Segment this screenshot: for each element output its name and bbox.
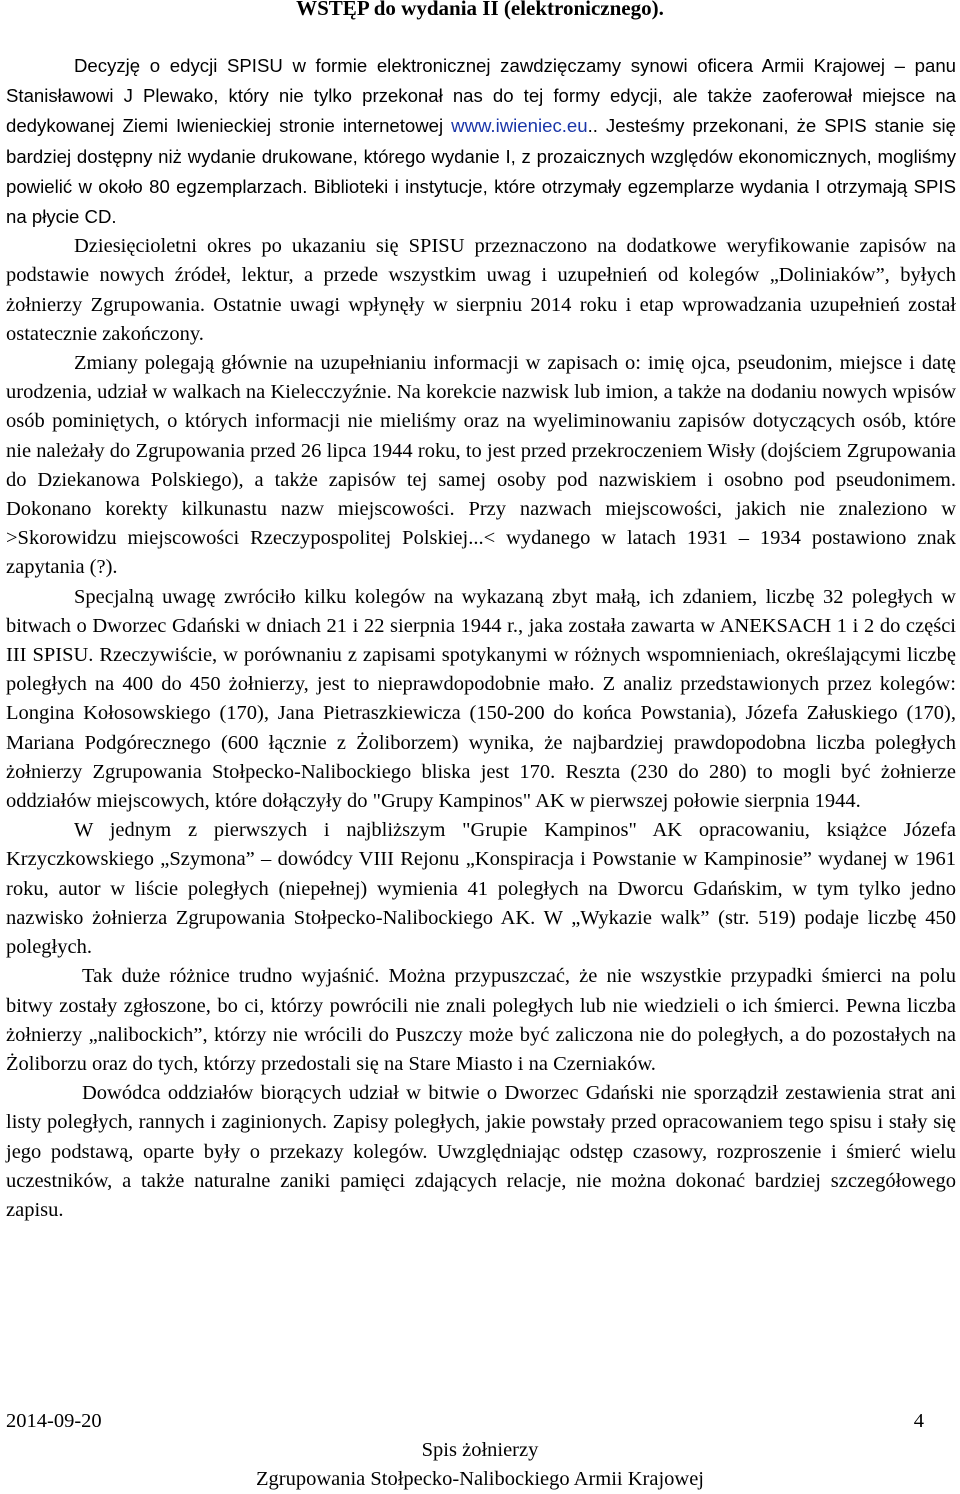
page-title: [0, 0, 960, 20]
page-number: 4: [913, 1410, 924, 1432]
footer-date: 2014-09-20: [6, 1410, 102, 1432]
paragraph-1-text-c: Biblioteki i instytucje, które otrzymały egzemplarze wydania I otrzymają SPIS na płycie CD.: [6, 175, 956, 228]
paragraph-1-text-a: Decyzję o edycji SPISU w formie elektronicznej zawdzięczamy synowi oficera Armii Krajowej – panu Stanisławowi J Plewako, który nie tylko przekonał nas do tej formy edycji, ale także zaoferował miejsce na dedykowanej Ziemi Iwienieckiej stronie internetowej: [6, 55, 956, 137]
document-body: [6, 51, 956, 1225]
paragraph-4: Specjalną uwagę zwróciło kilku kolegów na wykazaną zbyt małą, ich zdaniem, liczbę 32 poległych w bitwach o Dworzec Gdański w dniach 21 i 22 sierpnia 1944 r., jaka została zawarta w ANEKSACH 1 i 2 do części III SPISU. Rzeczywiście, w porównaniu z zapisami spotykanymi w różnych wspomnieniach, określającymi liczbę poległych na 400 do 450 żołnierzy, jest to nieprawdopodobnie mało. Z analiz przedstawionych przez kolegów: Longina Kołosowskiego (170), Jana Pietraszkiewicza (150-200 do końca Powstania), Józefa Załuskiego (170), Mariana Podgórecznego (600 łącznie z Żoliborzem) wynika, że najbardziej prawdopodobna liczba poległych żołnierzy Zgrupowania Stołpecko-Nalibockiego bliska jest 170. Reszta (230 do 280) to mogli być żołnierze oddziałów miejscowych, które dołączyły do "Grupy Kampinos" AK w pierwszej połowie sierpnia 1944.: [6, 585, 956, 813]
paragraph-1-text-b: .. Jesteśmy przekonani, że SPIS stanie się bardziej dostępny niż wydanie drukowane, którego wydanie I, z prozaicznych względów ekonomicznych, mogliśmy powielić w około 80 egzemplarzach.: [6, 115, 957, 197]
paragraph-5: W jednym z pierwszych i najbliższym "Grupie Kampinos" AK opracowaniu, książce Józefa Krzyczkowskiego „Szymona” – dowódcy VIII Rejonu „Konspiracja i Powstanie w Kampinosie” wydanej w 1961 roku, autor w liście poległych (niepełnej) wymienia 41 poległych na Dworcu Gdańskim, w tym tylko jedno nazwisko żołnierza Zgrupowania Stołpecko-Nalibockiego AK. W „Wykazie walk” (str. 519) podaje liczbę 450 poległych.: [6, 819, 956, 959]
website-link[interactable]: www.iwieniec.eu: [451, 115, 588, 137]
footer-line-2: Zgrupowania Stołpecko-Nalibockiego Armii Krajowej: [255, 1468, 705, 1490]
paragraph-3: Zmiany polegają głównie na uzupełnianiu informacji w zapisach o: imię ojca, pseudonim, miejsce i datę urodzenia, udział w walkach na Kielecczyźnie. Na korekcie nazwisk lub imion, a także na dodaniu nowych wpisów osób pominiętych, o których informacji nie mieliśmy oraz na wyeliminowaniu zapisów dotyczących osób, które nie należały do Zgrupowania przed 26 lipca 1944 roku, to jest przed przekroczeniem Wisły (dojściem Zgrupowania do Dziekanowa Polskiego), a także zapisów tej samej osoby pod nazwiskiem i osobno pod pseudonimem. Dokonano korekty kilkunastu nazw miejscowości. Przy nazwach miejscowości, jakich nie znaleziono w >Skorowidzu miejscowości Rzeczypospolitej Polskiej...< wydanego w latach 1931 – 1934 postawiono znak zapytania (?).: [6, 352, 956, 579]
paragraph-1: [6, 51, 956, 232]
paragraph-2: Dziesięcioletni okres po ukazaniu się SPISU przeznaczono na dodatkowe weryfikowanie zapisów na podstawie nowych źródeł, lektur, a przede wszystkim uwag i uzupełnień od kolegów „Doliniaków”, byłych żołnierzy Zgrupowania. Ostatnie uwagi wpłynęły w sierpniu 2014 roku i etap wprowadzania uzupełnień został ostatecznie zakończony.: [6, 235, 956, 345]
title-rest: (elektronicznego).: [498, 0, 664, 20]
page-footer: [0, 1407, 960, 1490]
title-bold: WSTĘP do wydania II: [296, 0, 499, 20]
paragraph-7: Dowódca oddziałów biorących udział w bitwie o Dworzec Gdański nie sporządził zestawienia strat ani listy poległych, rannych i zaginionych. Zapisy poległych, jakie powstały przed opracowaniem tego spisu i stały się jego podstawą, oparte były o przekazy kolegów. Uwzględniając odstęp czasowy, rozproszenie i śmierć wielu uczestników, a także naturalne zaniki pamięci zdających relacje, nie można dokonać bardziej szczegółowego zapisu.: [6, 1082, 956, 1221]
footer-line-1: Spis żołnierzy: [421, 1439, 539, 1461]
paragraph-6: Tak duże różnice trudno wyjaśnić. Można przypuszczać, że nie wszystkie przypadki śmierci na polu bitwy zostały zgłoszone, bo ci, którzy powrócili nie znali poległych lub nie wiedzieli o ich śmierci. Pewna liczba żołnierzy „nalibockich”, którzy nie wrócili do Puszczy może być zaliczona nie do poległych, a do pozostałych na Żoliborzu oraz do tych, którzy przedostali się na Stare Miasto i na Czerniaków.: [6, 965, 956, 1075]
